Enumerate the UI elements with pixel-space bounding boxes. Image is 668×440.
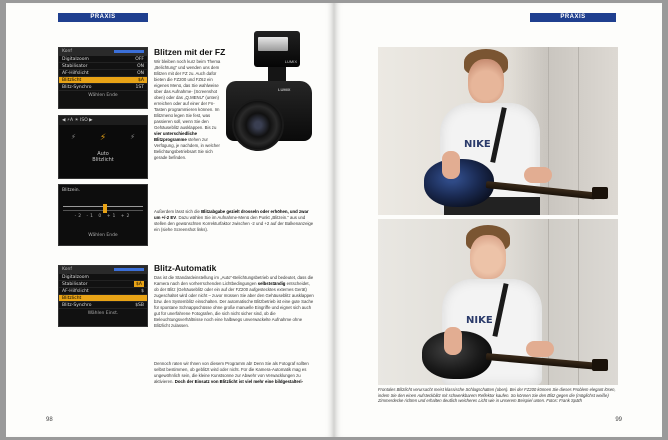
- guitar-headstock: [592, 359, 608, 371]
- flash-on-icon: ⚡: [130, 133, 136, 141]
- guitar-headstock: [592, 187, 608, 199]
- menu-row: Stabilisator ON: [59, 63, 147, 70]
- menu-footer: Wählen Ende: [88, 93, 118, 98]
- person-face: [470, 235, 506, 279]
- camera-brand: LUMIX: [278, 87, 291, 92]
- left-page: [6, 3, 334, 437]
- shirt-logo: NIKE: [466, 315, 493, 326]
- flash-comp-indicator: [103, 204, 107, 213]
- flash-auto-icon: ⚡: [99, 133, 107, 143]
- qmenu-center-label: Auto: [97, 151, 109, 157]
- arm: [524, 167, 552, 183]
- flash-comp-scale-labels: -2 -1 0 +1 +2: [74, 214, 132, 219]
- flash-window: [258, 37, 288, 51]
- menu-row: Digitalzoom OFF: [59, 56, 147, 63]
- person-face: [468, 59, 504, 103]
- arm: [444, 327, 462, 355]
- menu-row: AF-Hilfslicht ON: [59, 70, 147, 77]
- menu-tab-label: Konf: [62, 267, 72, 272]
- arm: [526, 341, 554, 357]
- external-flash-image: [254, 31, 300, 67]
- photo-hard-flash: [378, 47, 618, 215]
- flash-comp-label: Blitzein.: [62, 188, 81, 193]
- book-spread: [6, 3, 662, 437]
- right-page: [334, 3, 662, 437]
- section-title: Blitzen mit der FZ: [154, 47, 226, 57]
- menu-header: [59, 266, 147, 274]
- camera-menu-screenshot-2: [58, 265, 148, 327]
- page-number: 98: [46, 417, 53, 423]
- menu-header: [59, 48, 147, 56]
- menu-row: Stabilisator $A: [59, 281, 147, 288]
- menu-row: AF-Hilfslicht $: [59, 288, 147, 295]
- menu-progress-tab: [114, 268, 144, 271]
- section-body: Dennoch raten wir Ihnen von diesem Programm ab! Denn Sie als Fotograf sollten selbst bestimmen, ob geblitzt wird oder nicht. Für die Kamera-Automatik mag es ungewöhnlich sein, die kleine Kunstsonne zur Abwehr von Verwacklungen zu aktivieren. Doch der Einsatz von Blitzlicht ist viel mehr eine bildgestalteri-: [154, 361, 309, 384]
- menu-row-selected: Blitzlicht $A: [59, 77, 147, 84]
- praxis-header: PRAXIS: [58, 13, 148, 22]
- menu-progress-tab: [114, 50, 144, 53]
- section-body: Das ist die Standardeinstellung im „Auto“-Belichtungsbetrieb und bedeutet, dass die Kamera nach den vorherrschenden Lichtbedingungen selbstständig entscheidet, ob der Blitz (Gehäuseblitz oder ein auf der FZ200 aufgestecktes externes Gerät) zugeschaltet wird oder nicht – zuvor müssen Sie aber den Gehäuseblitz ausklappen bzw. den Systemblitz einschalten. Der automatische Blitzbetrieb ist eine gute Sache für spontane Schnappschüsse ohne große manuelle Eingriffe und eignet sich auch gut für unerfahrene Fotografen, die sich nicht sicher sind, ob die Beleuchtungsverhältnisse noch eine halbwegs unverwackelte Aufnahme ohne Blitzlicht zulassen.: [154, 275, 314, 328]
- menu-tab-label: Konf: [62, 49, 72, 54]
- section-body-narrow: Wir bleiben noch kurz beim Thema „Belichtung“ und wenden uns dem Blitzen mit der FZ zu. Auch dafür bieten die FZ200 und FZ62 ein eigenes Menü, das Sie wahlweise über das Aufnahme- (Screenshot oben) oder das „Q.MENU“ (unten) erreichen oder auf einer der Fn-Tasten programmieren können. Im Blitzmenü legen Sie fest, was passieren soll, wenn Sie den Gehäuseblitz ausklappen. Bis zu vier unterschiedliche Blitzprogramme stehen zur Verfügung, je nachdem, in welcher Belichtungsbetriebsart Sie sich gerade befinden.: [154, 59, 221, 160]
- photo-caption: Frontales Blitzlicht verursacht meist klassische Schlagschatten (oben). Bei der FZ200 können Sie dieses Problem elegant lösen, indem Sie den einen Aufsteckblitz mit schwenkbarem Reflektor kaufen. So können Sie den Blitz gegen die (möglichst weiße) Zimmerdecke richten und erhalten deutlich weicheres Licht wie in unserem Beispiel unten. Fotos: Frank Späth: [378, 387, 616, 404]
- qmenu-icon-bar: ◀ ⚡A ☀ ISO ▶: [59, 116, 147, 125]
- flash-compensation-screenshot: [58, 184, 148, 246]
- section-title: Blitz-Automatik: [154, 263, 217, 273]
- arm: [442, 151, 460, 179]
- qmenu-icons: [59, 133, 147, 143]
- qmenu-sub-label: Blitzlicht: [92, 157, 114, 163]
- section-body-wide: Außerdem lässt sich die Blitzabgabe gezielt drosseln oder erhöhen, und zwar um +/-2 EV. Dazu wählen Sie im Aufnahme-Menü den Punkt „Blitzein.“ aus und stellen den gewünschten Korrekturfaktor zwischen -2 und +2 auf der Balkenanzeige ein (siehe Screenshot links).: [154, 209, 314, 232]
- flash-comp-footer: Wählen Ende: [88, 233, 118, 238]
- flash-comp-scale-bar: [63, 206, 143, 211]
- page-number: 99: [615, 417, 622, 423]
- menu-row: Blitz-Synchro 1ST: [59, 84, 147, 91]
- camera-lens-image: [232, 99, 284, 151]
- praxis-header: PRAXIS: [530, 13, 616, 22]
- menu-footer: Wählen Einst.: [87, 311, 119, 316]
- menu-row: Digitalzoom: [59, 274, 147, 281]
- camera-menu-screenshot-1: [58, 47, 148, 109]
- menu-row: Blitz-Synchro $SB: [59, 302, 147, 309]
- photo-bounce-flash: [378, 219, 618, 385]
- shirt-logo: NIKE: [464, 139, 491, 150]
- flash-brand: LUMIX: [284, 59, 297, 64]
- menu-row-selected: Blitzlicht: [59, 295, 147, 302]
- flash-off-icon: ⚡: [70, 133, 76, 141]
- camera-qmenu-screenshot: [58, 115, 148, 179]
